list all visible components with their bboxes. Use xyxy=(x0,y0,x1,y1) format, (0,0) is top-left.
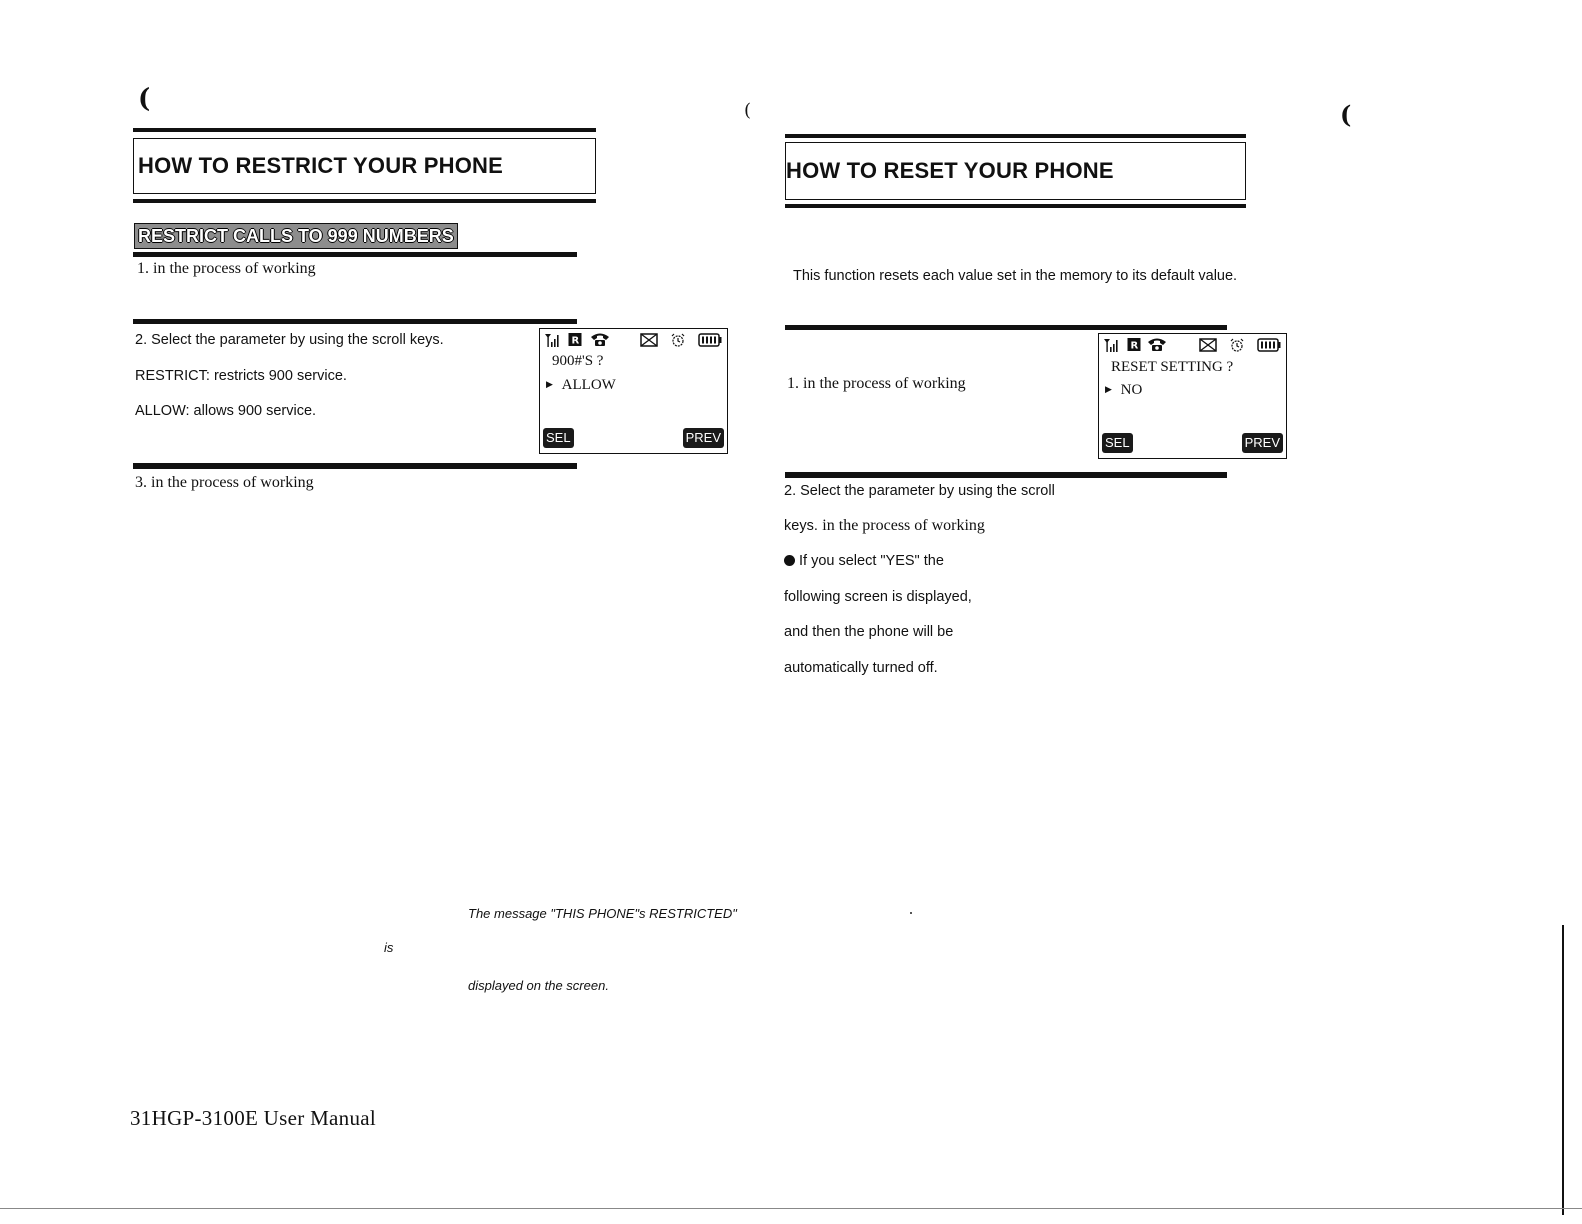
step-1-rule xyxy=(785,325,1227,330)
alarm-icon xyxy=(670,332,686,353)
softkey-sel[interactable]: SEL xyxy=(543,428,574,448)
phone-icon xyxy=(1147,337,1167,358)
svg-text:R: R xyxy=(571,335,580,347)
step-2-line-2 xyxy=(784,517,985,535)
step-1-text: 1. in the process of working xyxy=(137,260,316,277)
envelope-icon xyxy=(640,332,658,353)
page-title-text: HOW TO RESET YOUR PHONE xyxy=(786,158,1114,183)
step-3-text: 3. in the process of working xyxy=(135,474,314,491)
step-2-line-3: ALLOW: allows 900 service. xyxy=(135,403,317,419)
section-banner: RESTRICT CALLS TO 999 NUMBERS xyxy=(134,223,458,249)
phone-icon xyxy=(590,332,610,353)
scan-mark: ( xyxy=(744,100,752,121)
scan-edge-line xyxy=(1562,925,1564,1215)
title-rule-top xyxy=(785,134,1246,138)
battery-icon xyxy=(698,332,722,353)
bullet-text: If you select "YES" the xyxy=(799,553,944,569)
status-bar xyxy=(1103,337,1282,353)
page-title xyxy=(133,138,596,194)
svg-text:R: R xyxy=(1130,340,1139,352)
bullet-line-3: and then the phone will be xyxy=(784,624,954,640)
title-rule-top xyxy=(133,128,596,132)
page-title-text: HOW TO RESTRICT YOUR PHONE xyxy=(138,153,503,178)
section-rule xyxy=(133,252,577,257)
intro-text: This function resets each value set in the memory to its default value. xyxy=(793,268,1238,284)
scan-dot xyxy=(910,912,912,914)
step-2-line-1: 2. Select the parameter by using the scroll xyxy=(784,483,1055,499)
arrow-right-icon: ▶ xyxy=(1105,384,1112,394)
softkey-sel[interactable]: SEL xyxy=(1102,433,1133,453)
roaming-icon xyxy=(1127,337,1141,358)
status-bar xyxy=(544,332,723,348)
step-2-keys-word: keys. xyxy=(784,518,818,534)
restricted-message-line-2: displayed on the screen. xyxy=(468,978,609,993)
scan-mark: ( xyxy=(138,84,151,114)
battery-icon xyxy=(1257,337,1281,358)
lcd-option-value: NO xyxy=(1120,382,1143,398)
lcd-line-1: RESET SETTING ? xyxy=(1111,359,1234,375)
lcd-option-value: ALLOW xyxy=(561,377,616,393)
lcd-line-2 xyxy=(546,377,616,394)
lcd-line-1: 900#'S ? xyxy=(552,353,604,369)
step-2-rule xyxy=(133,319,577,324)
bullet-icon xyxy=(784,555,795,566)
bullet-line-4: automatically turned off. xyxy=(784,660,938,676)
step-2-rule xyxy=(785,472,1227,478)
phone-lcd-screen xyxy=(539,328,728,454)
scan-bottom-line xyxy=(0,1208,1582,1209)
step-1-text: 1. in the process of working xyxy=(787,375,966,392)
alarm-icon xyxy=(1229,337,1245,358)
softkey-prev[interactable]: PREV xyxy=(683,428,724,448)
lcd-line-2 xyxy=(1105,382,1142,399)
scan-mark: ( xyxy=(1340,100,1352,129)
step-2-line-2: RESTRICT: restricts 900 service. xyxy=(135,368,347,384)
page-title xyxy=(785,142,1246,200)
signal-icon xyxy=(1103,337,1119,358)
phone-lcd-screen xyxy=(1098,333,1287,459)
page-footer: 31HGP-3100E User Manual xyxy=(130,1106,377,1130)
arrow-right-icon: ▶ xyxy=(546,379,553,389)
bullet-line-1 xyxy=(784,553,944,569)
step-2-working-text: in the process of working xyxy=(822,517,985,534)
step-2-line-1: 2. Select the parameter by using the scroll keys. xyxy=(135,332,444,348)
step-3-rule xyxy=(133,463,577,469)
roaming-icon xyxy=(568,332,582,353)
signal-icon xyxy=(544,332,560,353)
envelope-icon xyxy=(1199,337,1217,358)
title-rule-bottom xyxy=(785,204,1246,208)
restricted-message-line-1: The message "THIS PHONE"s RESTRICTED" xyxy=(468,906,737,921)
title-rule-bottom xyxy=(133,199,596,203)
bullet-line-2: following screen is displayed, xyxy=(784,589,972,605)
softkey-prev[interactable]: PREV xyxy=(1242,433,1283,453)
restricted-message-is: is xyxy=(384,940,394,955)
